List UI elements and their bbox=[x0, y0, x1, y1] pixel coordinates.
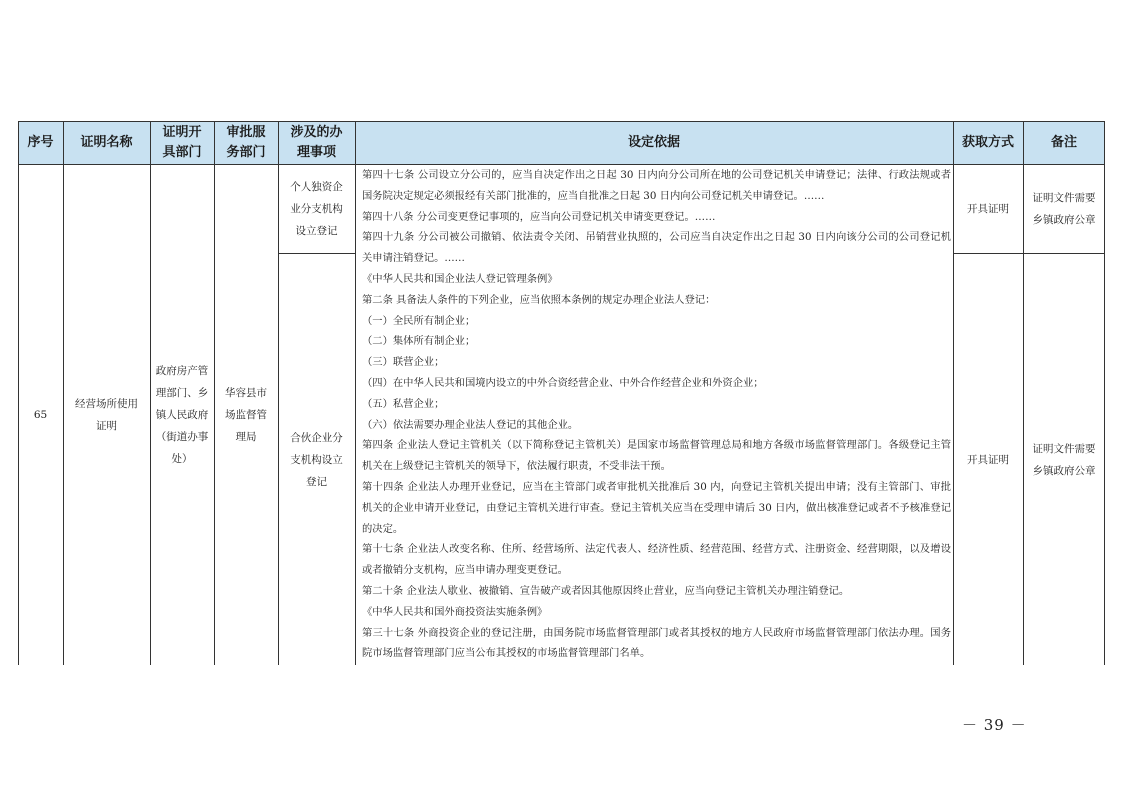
row-seq: 65 bbox=[33, 409, 48, 421]
row-certificate-name: 经营场所使用证明 bbox=[75, 398, 138, 432]
subrow-divider-method-note bbox=[953, 253, 1105, 254]
row-item-partnership: 合伙企业分支机构设立登记 bbox=[290, 431, 343, 488]
col-divider bbox=[278, 121, 279, 665]
header-items: 涉及的办理事项 bbox=[278, 121, 355, 164]
col-divider bbox=[150, 121, 151, 665]
header-name: 证明名称 bbox=[63, 121, 150, 164]
row-note-1: 证明文件需要乡镇政府公章 bbox=[1032, 192, 1096, 226]
certificate-table bbox=[18, 121, 1105, 665]
basis-paragraph: 第四十七条 公司设立分公司的，应当自决定作出之日起 30 日内向分公司所在地的公司登记机关申请登记；法律、行政法规或者国务院决定规定必须报经有关部门批准的，应当自批准之日起 30 日内向公司登记机关申请登记。…… bbox=[362, 169, 951, 202]
row-approver: 华容县市场监督管理局 bbox=[225, 387, 267, 443]
header-approver: 审批服务部门 bbox=[214, 121, 278, 164]
row-issuer: 政府房产管理部门、乡镇人民政府（街道办事处） bbox=[155, 365, 209, 465]
col-divider bbox=[1023, 121, 1024, 665]
basis-paragraph: 第十四条 企业法人办理开业登记，应当在主管部门或者审批机关批准后 30 内，向登记主管机关提出申请；没有主管部门、审批机关的企业申请开业登记，由登记主管机关进行审查。登记主管机关应当在受理申请后 30 日内，做出核准登记或者不予核准登记的决定。 bbox=[362, 480, 951, 535]
basis-paragraph: （三）联营企业； bbox=[362, 356, 445, 369]
basis-paragraph: （一）全民所有制企业； bbox=[362, 314, 476, 327]
col-divider bbox=[355, 121, 356, 665]
basis-paragraph: （四）在中华人民共和国境内设立的中外合资经营企业、中外合作经营企业和外资企业； bbox=[362, 376, 764, 389]
row-method-1: 开具证明 bbox=[967, 203, 1009, 215]
row-note-2: 证明文件需要乡镇政府公章 bbox=[1032, 442, 1096, 477]
basis-paragraph: 第三十七条 外商投资企业的登记注册，由国务院市场监督管理部门或者其授权的地方人民政府市场监督管理部门依法办理。国务院市场监督管理部门应当公布其授权的市场监督管理部门名单。 bbox=[362, 626, 951, 660]
header-issuer: 证明开具部门 bbox=[150, 121, 214, 164]
col-divider bbox=[953, 121, 954, 665]
header-note: 备注 bbox=[1023, 121, 1105, 164]
basis-paragraph: 第四十八条 分公司变更登记事项的，应当向公司登记机关申请变更登记。…… bbox=[362, 210, 716, 223]
subrow-divider-items bbox=[278, 253, 355, 254]
table-border-left bbox=[18, 121, 19, 665]
table-border-right bbox=[1104, 121, 1105, 665]
basis-paragraph: （五）私营企业； bbox=[362, 397, 445, 410]
col-divider bbox=[63, 121, 64, 665]
basis-paragraph: 第二条 具备法人条件的下列企业，应当依照本条例的规定办理企业法人登记： bbox=[362, 293, 716, 306]
basis-paragraph: 《中华人民共和国外商投资法实施条例》 bbox=[362, 605, 548, 618]
header-divider bbox=[18, 164, 1105, 165]
row-method-2: 开具证明 bbox=[967, 453, 1009, 466]
page-number: － 39 － bbox=[962, 716, 1027, 734]
header-method: 获取方式 bbox=[953, 121, 1023, 164]
header-seq: 序号 bbox=[18, 121, 63, 164]
basis-paragraph: （六）依法需要办理企业法人登记的其他企业。 bbox=[362, 418, 579, 431]
table-border-top bbox=[18, 121, 1105, 122]
basis-paragraph: 第四十九条 分公司被公司撤销、依法责令关闭、吊销营业执照的，公司应当自决定作出之日起 30 日内向该分公司的公司登记机关申请注销登记。…… bbox=[362, 231, 951, 265]
col-divider bbox=[214, 121, 215, 665]
legal-basis-text bbox=[355, 165, 951, 665]
basis-paragraph: 第四条 企业法人登记主管机关（以下简称登记主管机关）是国家市场监督管理总局和地方各级市场监督管理部门。各级登记主管机关在上级登记主管机关的领导下，依法履行职责，不受非法干预。 bbox=[362, 439, 951, 473]
basis-paragraph: 第二十条 企业法人歇业、被撤销、宣告破产或者因其他原因终止营业，应当向登记主管机关办理注销登记。 bbox=[362, 584, 850, 597]
header-basis: 设定依据 bbox=[355, 121, 953, 164]
basis-paragraph: 第十七条 企业法人改变名称、住所、经营场所、法定代表人、经济性质、经营范围、经营方式、注册资金、经营期限，以及增设或者撤销分支机构，应当申请办理变更登记。 bbox=[362, 543, 951, 577]
basis-paragraph: 《中华人民共和国企业法人登记管理条例》 bbox=[362, 272, 558, 285]
row-item-sole-proprietorship: 个人独资企业分支机构设立登记 bbox=[290, 181, 343, 237]
basis-paragraph: （二）集体所有制企业； bbox=[362, 335, 476, 348]
